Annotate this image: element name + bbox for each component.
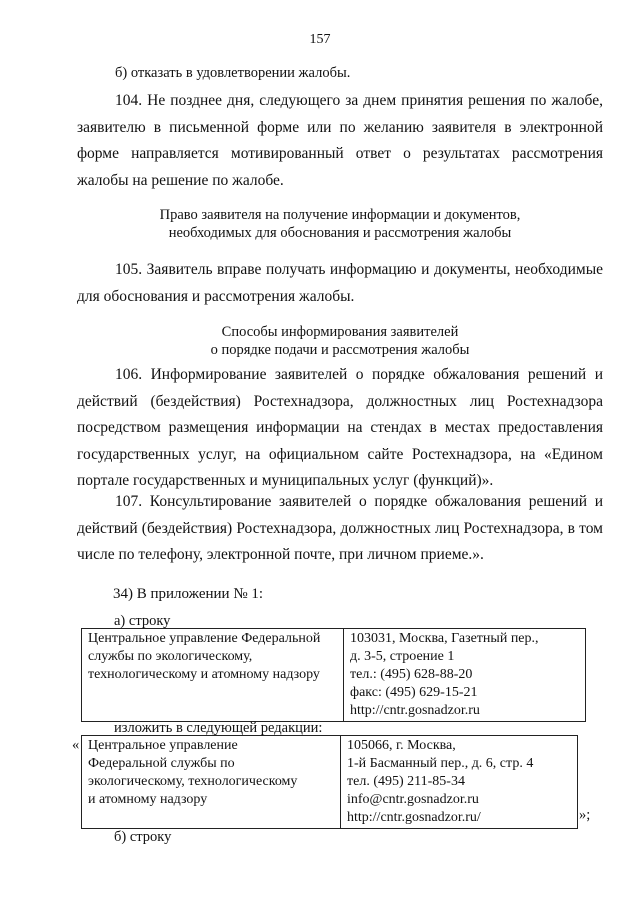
page-number: 157 [309,32,331,47]
item-34: 34) В приложении № 1: [113,586,264,602]
new-addr-line: info@cntr.gosnadzor.ru [347,792,479,807]
old-addr-line: д. 3-5, строение 1 [350,649,455,664]
line-b-reject: б) отказать в удовлетворении жалобы. [115,65,351,81]
new-org-line: экологическому, технологическому [88,774,298,789]
sub-b: б) строку [114,829,172,845]
paragraph-106: 106. Информирование заявителей о порядке обжалования решений и действий (бездействия) Ростехнадзора, должностных лиц Ростехнадзора посредством размещения информации на стендах в местах предоставления государственных услуг, на официальном сайте Ростехнадзора, на «Едином портале государственных и муниципальных услуг (функций)». [77,366,603,489]
new-address-cell [341,736,578,829]
old-org-cell [82,629,344,722]
new-addr-line: http://cntr.gosnadzor.ru/ [347,810,481,825]
old-address-cell [344,629,586,722]
old-addr-line: http://cntr.gosnadzor.ru [350,703,480,718]
new-org-line: Центральное управление [88,738,238,753]
heading-methods-2: о порядке подачи и рассмотрения жалобы [210,342,470,358]
restate-line: изложить в следующей редакции: [114,720,323,736]
old-addr-line: 103031, Москва, Газетный пер., [350,631,539,646]
heading-rights-1: Право заявителя на получение информации и документов, [159,207,521,223]
sub-a: а) строку [114,613,171,629]
new-org-line: Федеральной службы по [88,756,235,771]
old-org-line: службы по экологическому, [88,649,253,664]
new-row-table [81,735,578,829]
old-addr-line: факс: (495) 629-15-21 [350,685,478,700]
new-addr-line: 105066, г. Москва, [347,738,456,753]
quote-open: « [72,737,80,753]
new-org-line: и атомному надзору [88,792,208,807]
quote-close: »; [579,807,591,823]
paragraph-107: 107. Консультирование заявителей о порядке обжалования решений и действий (бездействия) Ростехнадзора, должностных лиц Ростехнадзора, в том числе по телефону, электронной почте, при личном приеме.». [77,493,603,563]
paragraph-104: 104. Не позднее дня, следующего за днем принятия решения по жалобе, заявителю в письменной форме или по желанию заявителя в электронной форме направляется мотивированный ответ о результатах рассмотрения жалобы на решение по жалобе. [77,92,603,189]
old-org-line: технологическому и атомному надзору [88,667,320,682]
old-addr-line: тел.: (495) 628-88-20 [350,667,473,682]
heading-methods-1: Способы информирования заявителей [221,324,459,340]
new-addr-line: тел. (495) 211-85-34 [347,774,465,789]
paragraph-105: 105. Заявитель вправе получать информацию и документы, необходимые для обоснования и рассмотрения жалобы. [77,261,603,305]
new-addr-line: 1-й Басманный пер., д. 6, стр. 4 [347,756,534,771]
old-org-line: Центральное управление Федеральной [88,631,321,646]
heading-rights-2: необходимых для обоснования и рассмотрения жалобы [168,225,512,241]
new-org-cell [82,736,341,829]
old-row-table [81,628,586,722]
